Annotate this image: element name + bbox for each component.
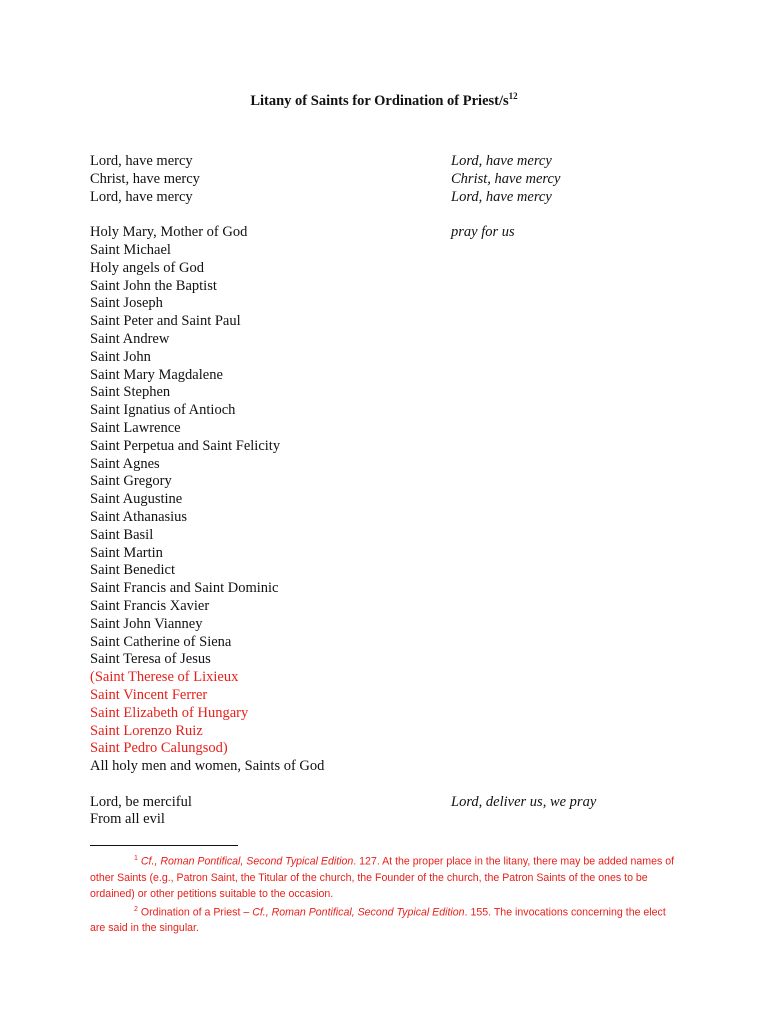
litany-line	[90, 509, 690, 527]
invocation: Saint Lawrence	[90, 419, 181, 436]
footnote-text: . 155. The invocations concerning the elect are said in the singular.	[90, 906, 666, 935]
litany-line	[90, 811, 690, 829]
invocation: Saint Augustine	[90, 491, 183, 508]
invocation: Saint Benedict	[90, 562, 175, 579]
invocation: Saint Perpetua and Saint Felicity	[90, 437, 281, 454]
blank-line	[90, 776, 690, 794]
footnote-number: 1	[134, 855, 138, 862]
litany-line	[90, 473, 690, 491]
litany-line	[90, 224, 690, 242]
response: Christ, have mercy	[451, 170, 561, 187]
invocation: Saint Peter and Saint Paul	[90, 313, 241, 330]
litany-line	[90, 456, 690, 474]
litany-line	[90, 545, 690, 563]
litany-line	[90, 527, 690, 545]
footnote-1	[90, 851, 680, 902]
blank-line	[90, 206, 690, 224]
invocation: Saint Pedro Calungsod)	[90, 740, 228, 757]
invocation: Holy angels of God	[90, 259, 204, 276]
response: Lord, have mercy	[451, 153, 552, 169]
litany-line	[90, 313, 690, 331]
invocation: (Saint Therese of Lixieux	[90, 669, 239, 686]
footnote-refs: 12	[508, 91, 518, 102]
litany-line	[90, 580, 690, 598]
litany-line	[90, 687, 690, 705]
invocation: Saint Andrew	[90, 330, 170, 347]
footnote-number: 2	[134, 905, 138, 913]
litany-line	[90, 242, 690, 260]
response: pray for us	[451, 224, 515, 241]
invocation: Lord, have mercy	[90, 153, 193, 169]
litany-line	[90, 562, 690, 580]
litany-line	[90, 420, 690, 438]
litany-line	[90, 189, 690, 207]
litany-line	[90, 153, 690, 171]
response: Lord, deliver us, we pray	[451, 793, 597, 810]
litany-line	[90, 384, 690, 402]
footnote-prefix: Ordination of a Priest –	[140, 906, 253, 919]
invocation: Saint John	[90, 348, 151, 365]
invocation: Saint Francis and Saint Dominic	[90, 580, 279, 597]
litany-lines	[90, 153, 690, 829]
invocation: Saint Agnes	[90, 455, 160, 472]
document-title	[0, 93, 768, 110]
litany-line	[90, 171, 690, 189]
litany-line	[90, 669, 690, 687]
invocation: Saint Mary Magdalene	[90, 366, 223, 383]
invocation: Lord, have mercy	[90, 188, 193, 205]
litany-line	[90, 705, 690, 723]
footnotes	[90, 851, 680, 936]
invocation: Saint Lorenzo Ruiz	[90, 722, 203, 739]
response: Lord, have mercy	[451, 188, 552, 205]
footnote-text: . 127. At the proper place in the litany, there may be added names of other Saints (e.g., Patron Saint, the Titular of the church, the Founder of the church, the Patron Saints of the ones to be ordained) or other petitions suitable to the occasion.	[90, 855, 675, 900]
invocation: Lord, be merciful	[90, 793, 192, 810]
invocation: From all evil	[90, 811, 165, 828]
invocation: Saint Gregory	[90, 473, 172, 490]
litany-line	[90, 598, 690, 616]
litany-line	[90, 278, 690, 296]
footnote-citation: Cf., Roman Pontifical, Second Typical Edition	[140, 855, 354, 868]
invocation: Holy Mary, Mother of God	[90, 224, 248, 241]
invocation: Christ, have mercy	[90, 170, 200, 187]
footnote-2	[90, 902, 680, 937]
invocation: Saint Basil	[90, 526, 154, 543]
invocation: Saint John the Baptist	[90, 277, 217, 294]
invocation: Saint Stephen	[90, 384, 171, 401]
invocation: Saint Teresa of Jesus	[90, 651, 211, 668]
litany-line	[90, 651, 690, 669]
litany-line	[90, 349, 690, 367]
footnote-citation: Cf., Roman Pontifical, Second Typical Edition	[252, 906, 465, 919]
invocation: All holy men and women, Saints of God	[90, 758, 325, 775]
litany-line	[90, 723, 690, 741]
invocation: Saint Martin	[90, 544, 163, 561]
litany-line	[90, 794, 690, 812]
litany-line	[90, 367, 690, 385]
invocation: Saint Francis Xavier	[90, 597, 210, 614]
invocation: Saint Elizabeth of Hungary	[90, 704, 249, 721]
litany-line	[90, 634, 690, 652]
invocation: Saint Athanasius	[90, 508, 188, 525]
litany-line	[90, 295, 690, 313]
footnote-separator	[90, 845, 238, 846]
litany-line	[90, 758, 690, 776]
invocation: Saint John Vianney	[90, 615, 203, 632]
invocation: Saint Ignatius of Antioch	[90, 402, 236, 419]
invocation: Saint Joseph	[90, 295, 163, 312]
litany-line	[90, 438, 690, 456]
litany-line	[90, 491, 690, 509]
litany-line	[90, 616, 690, 634]
invocation: Saint Vincent Ferrer	[90, 686, 208, 703]
litany-line	[90, 331, 690, 349]
litany-line	[90, 740, 690, 758]
litany-line	[90, 260, 690, 278]
litany-line	[90, 402, 690, 420]
invocation: Saint Michael	[90, 241, 171, 258]
title-text: Litany of Saints for Ordination of Priest/s	[250, 93, 509, 109]
invocation: Saint Catherine of Siena	[90, 633, 232, 650]
